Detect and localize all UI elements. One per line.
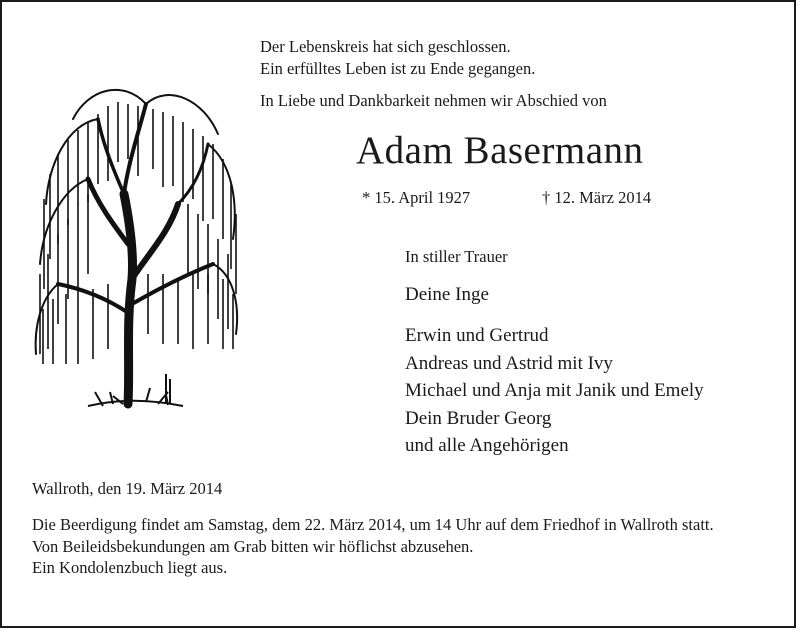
notice-line: Von Beileidsbekundungen am Grab bitten wir höflichst abzusehen. bbox=[32, 536, 474, 556]
family-member: Erwin und Gertrud bbox=[405, 325, 549, 346]
spouse-name: Deine Inge bbox=[405, 284, 489, 305]
death-date: † 12. März 2014 bbox=[542, 188, 652, 207]
notice-line: Ein Kondolenzbuch liegt aus. bbox=[32, 558, 228, 577]
funeral-notices bbox=[32, 514, 777, 579]
birth-date: * 15. April 1927 bbox=[362, 188, 471, 207]
family-member: und alle Angehörigen bbox=[405, 435, 569, 456]
intro-line: Der Lebenskreis hat sich geschlossen. bbox=[260, 37, 511, 56]
intro-line: Ein erfülltes Leben ist zu Ende gegangen. bbox=[260, 59, 536, 78]
family-member: Michael und Anja mit Janik und Emely bbox=[405, 380, 704, 401]
intro-text bbox=[260, 36, 535, 80]
deceased-name: Adam Basermann bbox=[356, 129, 644, 172]
mourning-label: In stiller Trauer bbox=[405, 247, 508, 266]
family-member: Dein Bruder Georg bbox=[405, 407, 552, 429]
place-date-line: Wallroth, den 19. März 2014 bbox=[32, 479, 223, 498]
family-member: Andreas und Astrid mit Ivy bbox=[405, 352, 613, 374]
notice-line: Die Beerdigung findet am Samstag, dem 22. März 2014, um 14 Uhr auf dem Friedhof in Wallroth statt. bbox=[32, 515, 714, 534]
weeping-willow-icon bbox=[28, 74, 243, 419]
farewell-line: In Liebe und Dankbarkeit nehmen wir Abschied von bbox=[260, 91, 607, 110]
family-list bbox=[405, 322, 704, 460]
